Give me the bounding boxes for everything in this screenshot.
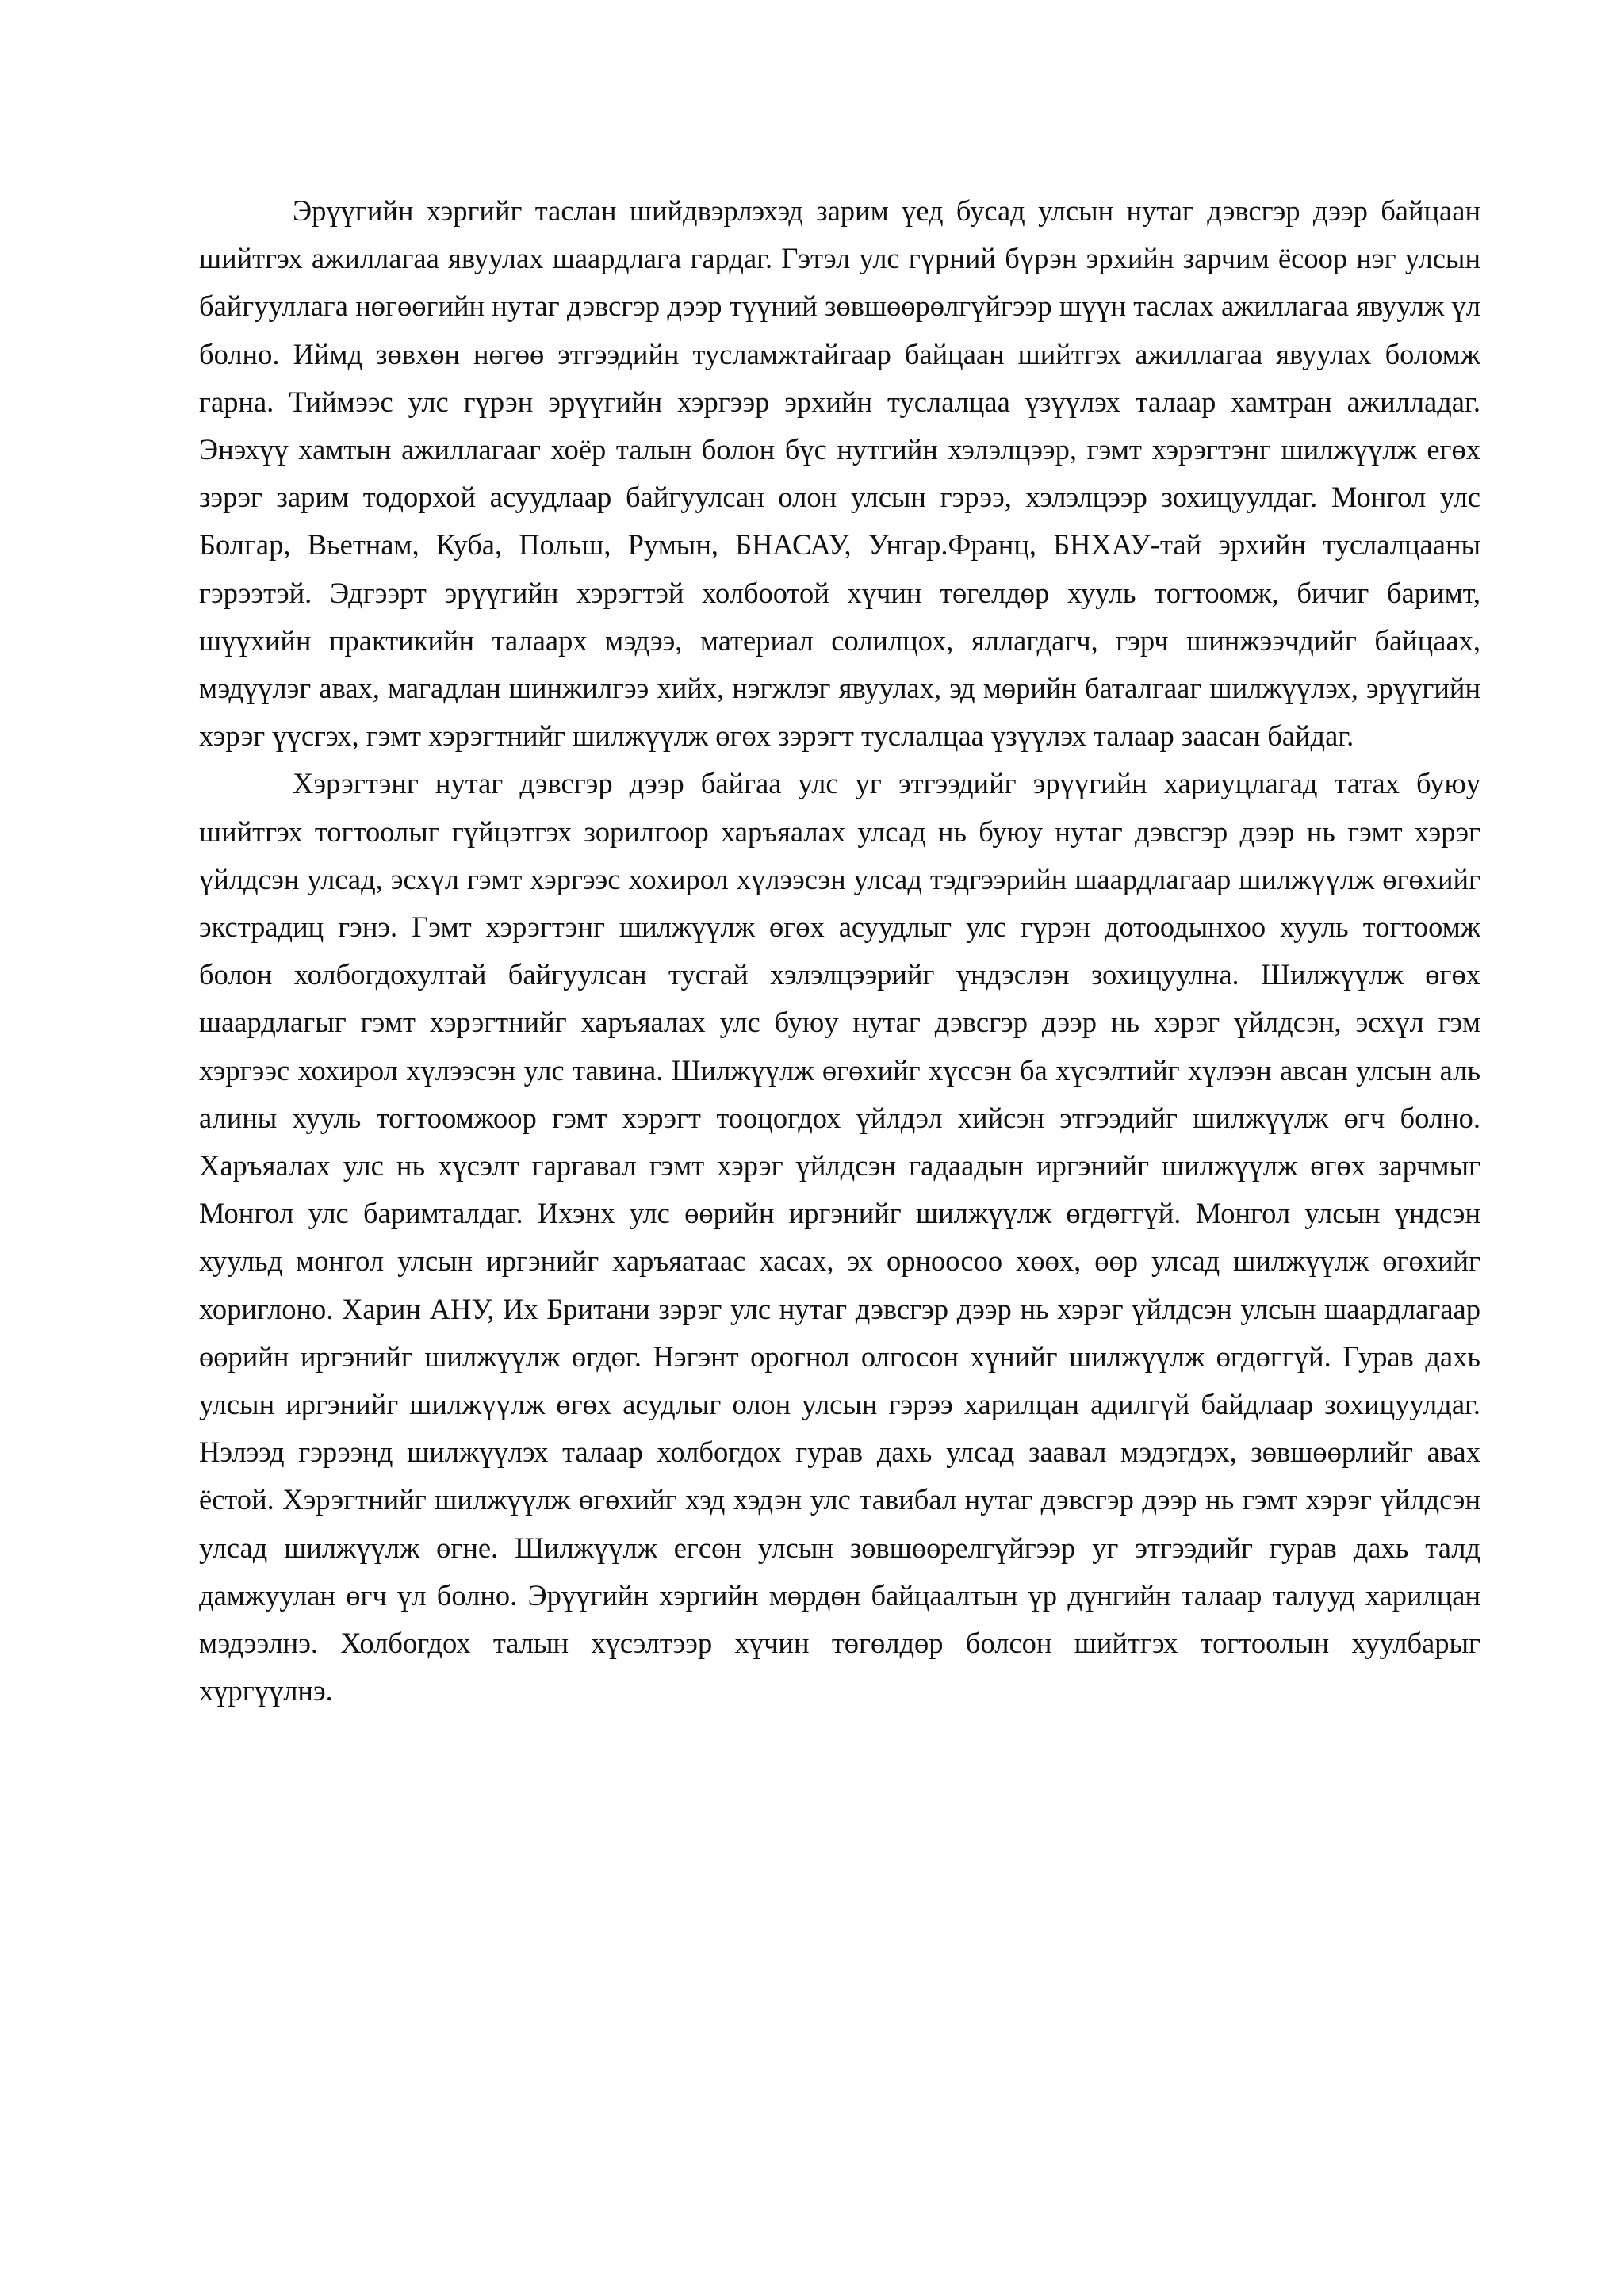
paragraph-mutual-legal-assistance: Эрүүгийн хэргийг таслан шийдвэрлэхэд зарим үед бусад улсын нутаг дэвсгэр дээр байцаан шийтгэх ажиллагаа явуулах шаардлага гардаг. Гэтэл улс гүрний бүрэн эрхийн зарчим ёсоор нэг улсын байгууллага нөгөөгийн нутаг дэвсгэр дээр түүний зөвшөөрөлгүйгээр шүүн таслах ажиллагаа явуулж үл болно. Иймд зөвхөн нөгөө этгээдийн тусламжтайгаар байцаан шийтгэх ажиллагаа явуулах боломж гарна. Тиймээс улс гүрэн эрүүгийн хэргээр эрхийн туслалцаа үзүүлэх талаар хамтран ажилладаг. Энэхүү хамтын ажиллагааг хоёр талын болон бүс нутгийн хэлэлцээр, гэмт хэрэгтэнг шилжүүлж егөх зэрэг зарим тодорхой асуудлаар байгуулсан олон улсын гэрээ, хэлэлцээр зохицуулдаг. Монгол улс Болгар, Вьетнам, Куба, Польш, Румын, БНАСАУ, Унгар.Франц, БНХАУ-тай эрхийн туслалцааны гэрээтэй. Эдгээрт эрүүгийн хэрэгтэй холбоотой хүчин төгелдөр хууль тогтоомж, бичиг баримт, шүүхийн практикийн талаарх мэдээ, материал солилцох, яллагдагч, гэрч шинжээчдийг байцаах, мэдүүлэг авах, магадлан шинжилгээ хийх, нэгжлэг явуулах, эд мөрийн баталгааг шилжүүлэх, эрүүгийн хэрэг үүсгэх, гэмт хэрэгтнийг шилжүүлж өгөх зэрэгт туслалцаа үзүүлэх талаар заасан байдаг. [199,194,1480,753]
document-body [199,187,1480,1715]
paragraph-extradition: Хэрэгтэнг нутаг дэвсгэр дээр байгаа улс уг этгээдийг эрүүгийн хариуцлагад татах буюу шийтгэх тогтоолыг гүйцэтгэх зорилгоор харъяалах улсад нь буюу нутаг дэвсгэр дээр нь гэмт хэрэг үйлдсэн улсад, эсхүл гэмт хэргээс хохирол хүлээсэн улсад тэдгээрийн шаардлагаар шилжүүлж өгөхийг экстрадиц гэнэ. Гэмт хэрэгтэнг шилжүүлж өгөх асуудлыг улс гүрэн дотоодынхоо хууль тогтоомж болон холбогдохултай байгуулсан тусгай хэлэлцээрийг үндэслэн зохицуулна. Шилжүүлж өгөх шаардлагыг гэмт хэрэгтнийг харъяалах улс буюу нутаг дэвсгэр дээр нь хэрэг үйлдсэн, эсхүл гэм хэргээс хохирол хүлээсэн улс тавина. Шилжүүлж өгөхийг хүссэн ба хүсэлтийг хүлээн авсан улсын аль алины хууль тогтоомжоор гэмт хэрэгт тооцогдох үйлдэл хийсэн этгээдийг шилжүүлж өгч болно. Харъяалах улс нь хүсэлт гаргавал гэмт хэрэг үйлдсэн гадаадын иргэнийг шилжүүлж өгөх зарчмыг Монгол улс баримталдаг. Ихэнх улс өөрийн иргэнийг шилжүүлж өгдөггүй. Монгол улсын үндсэн хуульд монгол улсын иргэнийг харъяатаас хасах, эх орноосоо хөөх, өөр улсад шилжүүлж өгөхийг хориглоно. Харин АНУ, Их Британи зэрэг улс нутаг дэвсгэр дээр нь хэрэг үйлдсэн улсын шаардлагаар өөрийн иргэнийг шилжүүлж өгдөг. Нэгэнт орогнол олгосон хүнийг шилжүүлж өгдөггүй. Гурав дахь улсын иргэнийг шилжүүлж өгөх асудлыг олон улсын гэрээ харилцан адилгүй байдлаар зохицуулдаг. Нэлээд гэрээнд шилжүүлэх талаар холбогдох гурав дахь улсад заавал мэдэгдэх, зөвшөөрлийг авах ёстой. Хэрэгтнийг шилжүүлж өгөхийг хэд хэдэн улс тавибал нутаг дэвсгэр дээр нь гэмт хэрэг үйлдсэн улсад шилжүүлж өгне. Шилжүүлж егсөн улсын зөвшөөрелгүйгээр уг этгээдийг гурав дахь талд дамжуулан өгч үл болно. Эрүүгийн хэргийн мөрдөн байцаалтын үр дүнгийн талаар талууд харилцан мэдээлнэ. Холбогдох талын хүсэлтээр хүчин төгөлдөр болсон шийтгэх тогтоолын хуулбарыг хүргүүлнэ. [199,767,1480,1708]
